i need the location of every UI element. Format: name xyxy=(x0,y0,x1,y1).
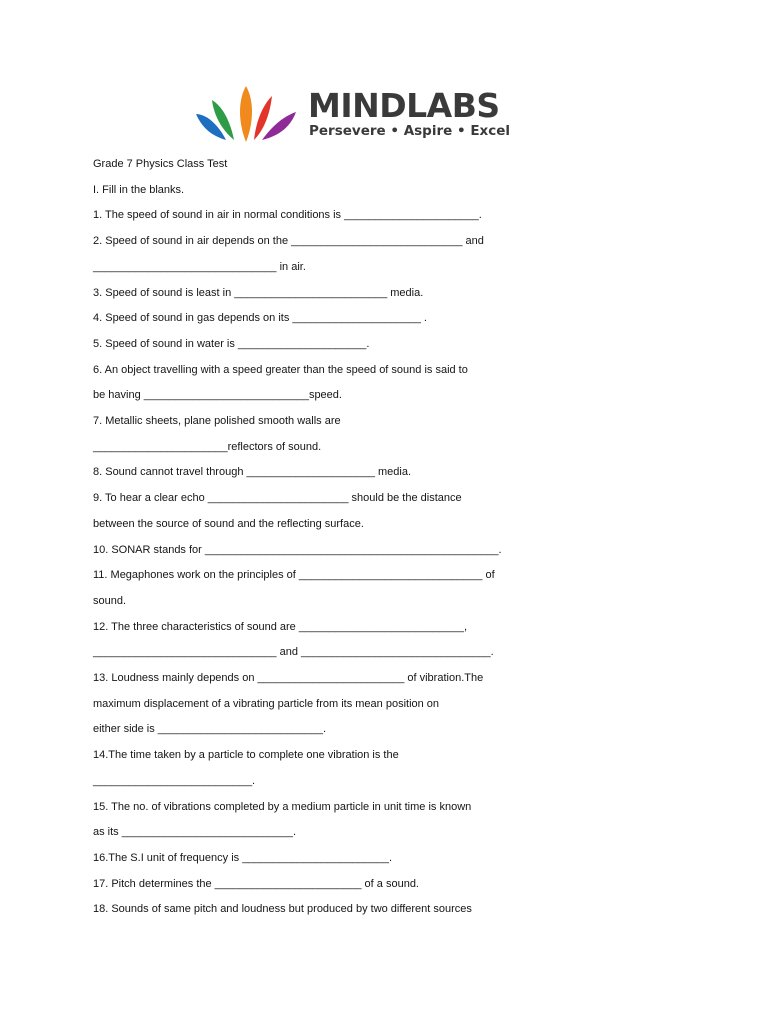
brand-tagline: Persevere • Aspire • Excel xyxy=(309,123,511,139)
test-title: Grade 7 Physics Class Test xyxy=(93,158,228,170)
section-heading: I. Fill in the blanks. xyxy=(93,183,185,196)
brand-name: MINDLABS xyxy=(308,86,500,125)
question-line: sound. xyxy=(93,594,127,607)
question-line: as its ____________________________. xyxy=(93,826,297,839)
question-line: 14.The time taken by a particle to complete one vibration is the xyxy=(93,749,399,762)
question-line: 16.The S.I unit of frequency is ________________________. xyxy=(93,851,393,864)
question-line: 17. Pitch determines the ________________________ of a sound. xyxy=(93,877,419,890)
question-line: 6. An object travelling with a speed greater than the speed of sound is said to xyxy=(93,363,468,376)
question-line: 9. To hear a clear echo _______________________ should be the distance xyxy=(93,492,462,505)
question-line: 1. The speed of sound in air in normal conditions is ______________________. xyxy=(93,209,482,222)
mindlabs-logo xyxy=(192,84,511,146)
question-line: 8. Sound cannot travel through _____________________ media. xyxy=(93,466,412,479)
question-line: ______________________reflectors of sound. xyxy=(93,440,322,453)
question-line: maximum displacement of a vibrating particle from its mean position on xyxy=(93,697,440,710)
question-line: 4. Speed of sound in gas depends on its _____________________ . xyxy=(93,312,427,325)
worksheet-content xyxy=(93,152,523,923)
question-line: be having ___________________________speed. xyxy=(93,389,342,402)
question-line: 10. SONAR stands for ________________________________________________. xyxy=(93,543,502,556)
question-line: 15. The no. of vibrations completed by a medium particle in unit time is known xyxy=(93,800,472,813)
question-line: 18. Sounds of same pitch and loudness but produced by two different sources xyxy=(93,903,472,916)
question-line: 11. Megaphones work on the principles of ______________________________ of xyxy=(93,569,495,582)
question-line: ______________________________ in air. xyxy=(93,260,306,273)
question-line: 5. Speed of sound in water is _____________________. xyxy=(93,337,370,350)
question-line: __________________________. xyxy=(93,774,256,787)
question-line: either side is ___________________________. xyxy=(93,723,327,736)
question-line: between the source of sound and the reflecting surface. xyxy=(93,517,364,530)
question-line: 13. Loudness mainly depends on ________________________ of vibration.The xyxy=(93,672,484,685)
question-line: ______________________________ and _______________________________. xyxy=(93,646,494,659)
question-line: 2. Speed of sound in air depends on the ____________________________ and xyxy=(93,235,484,248)
question-line: 3. Speed of sound is least in _________________________ media. xyxy=(93,286,424,299)
lotus-logo-icon xyxy=(192,84,300,146)
question-line: 7. Metallic sheets, plane polished smooth walls are xyxy=(93,415,341,428)
question-line: 12. The three characteristics of sound are ___________________________, xyxy=(93,620,468,633)
